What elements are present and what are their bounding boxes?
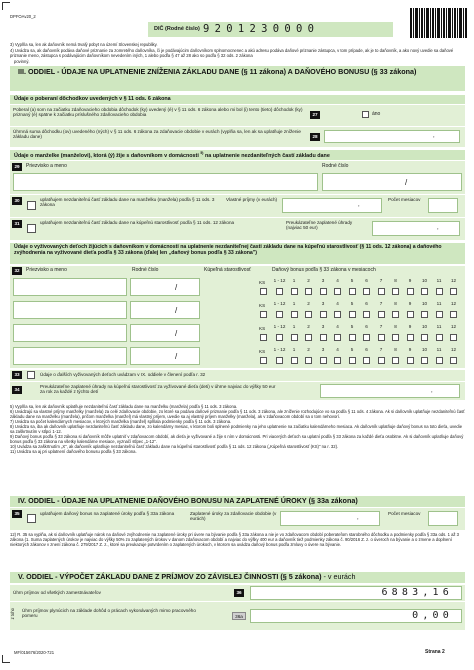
rc-slash: /	[175, 329, 178, 338]
row-36a-amount-field[interactable]	[250, 609, 462, 623]
month-checkbox[interactable]	[349, 334, 356, 341]
child-row	[10, 276, 465, 298]
month-checkbox[interactable]	[407, 311, 414, 318]
child-name-field[interactable]	[13, 301, 127, 319]
child-name-field[interactable]	[13, 324, 127, 342]
month-label: 9	[408, 324, 412, 329]
month-label: 6	[365, 324, 368, 329]
month-checkbox[interactable]	[450, 311, 457, 318]
row-29-name-label: Priezvisko a meno	[26, 163, 67, 169]
row-27	[10, 105, 465, 126]
month-label: 6	[365, 278, 368, 283]
row-31-text: uplatňujem nezdaniteľnú časť základu dane na kúpeľnú starostlivosť podľa § 11 ods. 12 zákona	[40, 220, 235, 225]
month-label: 4	[336, 301, 339, 306]
row-29-rc-label: Rodné číslo	[322, 163, 349, 169]
month-label: 10	[421, 347, 428, 352]
month-checkbox[interactable]	[320, 334, 327, 341]
month-label: 3	[321, 324, 325, 329]
spouse-months-field[interactable]	[428, 198, 458, 213]
month-checkbox[interactable]	[436, 311, 443, 318]
note-11: 11) Uvádza sa aj pri uplatnení daňového bonusu podľa § 33 zákona.	[10, 449, 137, 454]
month-label: 9	[408, 278, 412, 283]
month-label: 2	[307, 278, 310, 283]
month-label: 10	[421, 324, 428, 329]
month-checkbox[interactable]	[334, 334, 341, 341]
month-checkbox[interactable]	[334, 357, 341, 364]
month-checkbox[interactable]	[291, 334, 298, 341]
row-31-number: 31	[12, 220, 22, 228]
section-5-title-unit: - v eurách	[323, 572, 356, 581]
month-checkbox[interactable]	[320, 288, 327, 295]
month-checkbox[interactable]	[392, 334, 399, 341]
month-checkbox[interactable]	[378, 288, 385, 295]
month-checkbox[interactable]	[334, 288, 341, 295]
row-27-text: Poberal (a) som na začiatku zdaňovacieho obdobia dôchodok (ky) uvedený (é) v § 11 ods. 6 zákona alebo mi bol (i) tento (tieto) dôchodok (ky) priznaný (é) spätne k začiatku príslušného zdaňovacieho obdobia	[13, 107, 303, 118]
row-32-number: 32	[12, 267, 22, 275]
note-7: 7) Uvádza sa počet kalendárnych mesiacov, v ktorých manželka (manžel) spĺňala podmienky podľa § 11 ods. 3 zákona.	[10, 419, 232, 424]
footnotes	[10, 404, 465, 496]
row-36-text: Úhrn príjmov od všetkých zamestnávateľov	[13, 590, 101, 595]
month-label: 4	[336, 278, 339, 283]
month-label: 8	[394, 347, 397, 352]
row-34-number: 34	[12, 386, 22, 394]
row-35-number: 35	[12, 510, 22, 518]
month-checkbox[interactable]	[421, 288, 428, 295]
month-label: 6	[365, 301, 368, 306]
row-36	[10, 585, 465, 601]
row-35-count-label: Počet mesiacov	[388, 511, 421, 516]
col-spa-header: Kúpeľná starostlivosť	[204, 267, 251, 273]
month-label: 6	[365, 347, 368, 352]
month-checkbox[interactable]	[305, 334, 312, 341]
spouse-name-field[interactable]	[13, 173, 318, 191]
row-36-amount-field[interactable]	[250, 586, 462, 600]
month-checkbox[interactable]	[349, 357, 356, 364]
month-checkbox[interactable]	[363, 334, 370, 341]
month-label: 10	[421, 301, 428, 306]
month-checkbox[interactable]	[392, 311, 399, 318]
row-33	[10, 370, 465, 381]
month-checkbox[interactable]	[276, 357, 283, 364]
month-label: 8	[394, 324, 397, 329]
row-30	[10, 195, 465, 217]
row-36a	[10, 602, 465, 630]
month-label: 3	[321, 347, 325, 352]
month-checkbox[interactable]	[421, 311, 428, 318]
page-number: Strana 2	[425, 649, 445, 655]
child-rc-field[interactable]	[130, 301, 200, 319]
note-9: 9) Daňový bonus podľa § 33 zákona si daňovník môže uplatniť v zdaňovacom období, ak dieťa je vyživované a žije s ním v domácnosti. Pri viacerých deťoch sa uplatní podľa § 33 zákona za každé dieťa osobitne. Ak si daňovník uplatňuje daňový bonus podľa § 33 zákona na všetky kalendárne mesiace, vyznačí stĺpec „1-12".	[10, 434, 464, 444]
row-34-text: Preukázateľne zaplatené úhrady na kúpeľnú starostlivosť za vyživované dieťa (deti) v úhrne najviac do výšky 50 eur za rok za každé z týchto detí	[40, 384, 276, 395]
section-5-title	[10, 572, 465, 583]
month-label: 1	[292, 324, 296, 329]
month-label: 1	[292, 301, 296, 306]
month-checkbox[interactable]	[349, 311, 356, 318]
spouse-header-text: Údaje o manželke (manželovi), ktorá (ý) žije s daňovníkom v domácnosti	[14, 152, 199, 159]
month-label: 1 - 12	[273, 347, 286, 352]
row-28-amount-field[interactable]: ,	[324, 130, 460, 143]
month-label: 4	[336, 324, 339, 329]
month-label: 11	[436, 347, 442, 352]
row-31-paid-label: Preukázateľne zaplatené úhrady (najviac 50 eur)	[286, 220, 353, 231]
rc-slash: /	[175, 352, 178, 361]
children-table	[10, 266, 465, 368]
corner-mark	[2, 655, 10, 663]
note-12: 12) R. 35 sa vyplňa, ak si daňovník uplatňuje nárok na daňové zvýhodnenie na zaplatené úroky pri úvere na bývanie podľa § 33a zákona a nie je vo zdaňovacom období poberateľom starobného dôchodku a podmienky podľa § 33a ods. 1 až 3 zákona (1. Suma zaplatených úrokov je najviac do výšky 50% zo zaplatených úrokov v danom zdaňovacom období a najviac do výšky 400 eur a daňovník tiež podmienky zákona č. 90/2016 Z. z. o úveroch na bývanie a o zmene a doplnení niektorých zákonov v znení zákona č. 279/2017 Z. z., ktoré sa preukazuje potvrdením o zaplatených úrokoch, v ktorom sa uvádza daňový bonus podľa zmluvy o úvere na bývanie.	[10, 532, 460, 547]
row-30-count-label: Počet mesiacov	[388, 197, 421, 202]
row-33-number: 33	[12, 371, 22, 379]
month-checkbox[interactable]	[334, 311, 341, 318]
child-row	[10, 322, 465, 344]
child-row	[10, 345, 465, 367]
ks-checkbox[interactable]	[260, 357, 267, 364]
row-30-text: uplatňujem nezdaniteľnú časť základu dane na manželku (manžela) podľa § 11 ods. 3 zákona	[40, 197, 215, 208]
month-checkbox[interactable]	[378, 334, 385, 341]
ks-checkbox[interactable]	[260, 311, 267, 318]
note-3: 3) Vyplňa sa, len ak daňovník nemá trvalý pobyt na území Slovenskej republiky.	[10, 42, 158, 47]
row-31-checkbox[interactable]	[27, 224, 36, 233]
row-29	[10, 161, 465, 194]
interest-field[interactable]: ,	[280, 511, 380, 526]
note-8: 8) Uvádza sa, iba ak daňovník uplatňuje nezdaniteľnú časť základu dane, zo kalendárny mesiac, v ktorom boli splnené podmienky na jeho uplatnenie na začiatku kalendárneho mesiaca. Ak daňovník uplatňuje daňový bonus na toto dieťa, uvedie sa zaškrtnutím v stĺpci 1-12.	[10, 424, 463, 434]
month-checkbox[interactable]	[450, 357, 457, 364]
child-row	[10, 299, 465, 321]
month-checkbox[interactable]	[305, 311, 312, 318]
month-checkbox[interactable]	[436, 288, 443, 295]
ks-checkbox[interactable]	[260, 288, 267, 295]
interest-months-field[interactable]	[428, 511, 458, 526]
month-checkbox[interactable]	[450, 334, 457, 341]
month-label: 1 - 12	[273, 278, 286, 283]
row-36-amount-value: 6883,16	[381, 587, 453, 598]
month-checkbox[interactable]	[392, 357, 399, 364]
children-spa-field[interactable]: ,	[320, 384, 460, 398]
row-36-number: 36	[234, 589, 244, 597]
section-5-title-text: V. ODDIEL - VÝPOČET ZÁKLADU DANE Z PRÍJMOV ZO ZÁVISLEJ ČINNOSTI (§ 5 zákona)	[18, 572, 322, 581]
rc-slash: /	[175, 306, 178, 315]
month-checkbox[interactable]	[363, 288, 370, 295]
spouse-income-field[interactable]: ,	[282, 198, 382, 213]
month-label: 9	[408, 301, 412, 306]
col-rc-header: Rodné číslo	[132, 267, 159, 273]
month-label: 8	[394, 301, 397, 306]
month-label: 11	[436, 278, 442, 283]
child-rc-field[interactable]	[130, 347, 200, 365]
month-checkbox[interactable]	[450, 288, 457, 295]
month-checkbox[interactable]	[407, 357, 414, 364]
month-label: 9	[408, 347, 412, 352]
month-checkbox[interactable]	[436, 357, 443, 364]
dic-value: 9201230000	[203, 23, 320, 35]
row-30-checkbox[interactable]	[27, 201, 36, 210]
note-10: 10) Uvádza sa zaškrtnutím „X", ak daňovník uplatňuje nezdaniteľnú časť základu dane na kúpeľnú starostlivosť podľa § 11 ods. 12 zákona („Kúpeľná starostlivosť (KS)" na r. 32).	[10, 444, 339, 449]
month-label: 11	[436, 324, 442, 329]
month-label: 1 - 12	[273, 301, 286, 306]
month-checkbox[interactable]	[291, 311, 298, 318]
month-label: 2	[307, 347, 310, 352]
month-checkbox[interactable]	[276, 311, 283, 318]
month-label: 3	[321, 301, 325, 306]
month-checkbox[interactable]	[320, 357, 327, 364]
row-35-interest-label: Zaplatené úroky za zdaňovacie obdobie (v eurách)	[190, 511, 277, 522]
row-35-checkbox[interactable]	[27, 514, 36, 523]
section-4-title: IV. ODDIEL - ÚDAJE NA UPLATNENIE DAŇOVÉHO BONUSU NA ZAPLATENÉ ÚROKY (§ 33a zákona)	[10, 496, 465, 507]
row-30-number: 30	[12, 197, 22, 205]
spouse-header-text-b: na uplatnenie nezdaniteľných častí základu dane	[204, 152, 330, 159]
note-6: 6) Uvádzajú sa vlastné príjmy manželky (manžela) za celé zdaňovacie obdobie, zo ktoré sa podáva daňové priznanie podľa § 11 ods. 3 zákona, ale zníženie rozhodujúce vo sa podľa § 11 ods. 4 zákona. Ak si daňovník uplatňuje nezdaniteľnú časť základu dane na manželku (manžela), pričom manželka (manžel) má vlastný príjem, uvedie sa aj vlastný príjem manželky (manžela), ak v zdaňovacom období sa o tom nehovorí.	[10, 409, 465, 419]
row-27-checkbox[interactable]	[362, 111, 369, 118]
month-label: 7	[379, 324, 383, 329]
row-35	[10, 508, 465, 530]
barcode	[410, 8, 468, 38]
month-label: 3	[321, 278, 325, 283]
month-label: 7	[379, 278, 383, 283]
month-label: 5	[350, 324, 354, 329]
rc-slash: /	[175, 283, 178, 292]
month-checkbox[interactable]	[378, 357, 385, 364]
section-3-title: III. ODDIEL - ÚDAJE NA UPLATNENIE ZNÍŽENIA ZÁKLADU DANE (§ 11 zákona) A DAŇOVÉHO BONUSU (§ 33 zákona)	[10, 66, 465, 91]
spouse-spa-field[interactable]: ,	[372, 221, 460, 236]
corner-mark	[2, 2, 10, 10]
note-4: 4) Uvádza sa, ak daňovník podáva daňové priznanie za zomretého daňovníka, či je podávajúcim daňovníkom splnomocnenec a akú adresu podáva daňové priznanie zástupca, v tom prípade, ak je to daňovník, a ako nový uvedie sa daňové priznanie meno, zástupca s podávajúcim daňovníkom nevedením iných, 1 alebo podľa § 47 až 28 ako so podľa § 32 ods. 2 zákona	[10, 48, 454, 58]
month-label: 5	[350, 301, 354, 306]
month-checkbox[interactable]	[363, 357, 370, 364]
month-label: 12	[450, 301, 457, 306]
spouse-header: Údaje o manželke (manželovi), ktorá (ý) žije s daňovníkom v domácnosti $^{5)}$ na uplatnenie nezdaniteľných častí základu dane	[10, 150, 465, 160]
child-name-field[interactable]	[13, 347, 127, 365]
month-label: 2	[307, 324, 310, 329]
month-label: 12	[450, 278, 457, 283]
col-bonus-header: Daňový bonus podľa § 33 zákona v mesiacoch	[272, 267, 376, 273]
row-33-text: Údaje o ďalších vyživovaných deťoch uvádzam v IX. oddiele v členení podľa r. 32	[40, 372, 206, 377]
month-checkbox[interactable]	[392, 288, 399, 295]
row-31	[10, 218, 465, 240]
month-checkbox[interactable]	[436, 334, 443, 341]
month-checkbox[interactable]	[291, 288, 298, 295]
row-27-number: 27	[310, 111, 320, 119]
note-4b: povinný.	[14, 59, 30, 64]
row-36a-number: 36a	[232, 612, 246, 620]
row-33-checkbox[interactable]	[27, 371, 35, 379]
ks-label: KS	[259, 326, 266, 331]
month-label: 4	[336, 347, 339, 352]
month-checkbox[interactable]	[378, 311, 385, 318]
month-checkbox[interactable]	[305, 288, 312, 295]
footer-code: MF/015676/2020-721	[14, 650, 55, 655]
row-30-own-label: Vlastné príjmy (v eurách)	[226, 197, 278, 202]
ks-label: KS	[259, 349, 266, 354]
row-34	[10, 382, 465, 400]
ks-label: KS	[259, 280, 266, 285]
month-checkbox[interactable]	[407, 334, 414, 341]
child-rc-field[interactable]	[130, 278, 200, 296]
row-28-number: 28	[310, 133, 320, 141]
spouse-rc-field[interactable]: /	[322, 173, 462, 191]
pension-header: Údaje o poberaní dôchodkov uvedených v § 11 ods. 6 zákona	[10, 95, 465, 104]
month-checkbox[interactable]	[320, 311, 327, 318]
child-rc-field[interactable]	[130, 324, 200, 342]
month-checkbox[interactable]	[349, 288, 356, 295]
month-label: 10	[421, 278, 428, 283]
dic-label: DIČ (Rodné číslo)	[154, 26, 200, 32]
month-label: 5	[350, 278, 354, 283]
month-label: 12	[450, 324, 457, 329]
row-35-text: uplatňujem daňový bonus na zaplatené úroky podľa § 33a zákona	[40, 511, 175, 516]
month-label: 1 - 12	[273, 324, 286, 329]
month-label: 1	[292, 278, 296, 283]
month-checkbox[interactable]	[421, 357, 428, 364]
child-name-field[interactable]	[13, 278, 127, 296]
month-checkbox[interactable]	[421, 334, 428, 341]
row-28-text: Úhrnná suma dôchodku (ov) uvedeného (ných) v § 11 ods. 6 zákona za zdaňovacie obdobie v eurách (vyplňa sa, len ak sa uplatňuje zníženie základu dane)	[13, 129, 301, 140]
children-header: Údaje o vyživovaných deťoch žijúcich s daňovníkom v domácnosti na uplatnenie nezdaniteľnej časti základu dane na kúpeľnú starostlivosť (§ 11 ods. 12 zákona) a daňového zvýhodnenia na vyživované dieťa podľa § 33 zákona (ďalej len „daňový bonus podľa § 33 zákona")	[10, 243, 465, 264]
month-label: 7	[379, 301, 383, 306]
row-29-number: 29	[12, 163, 22, 171]
note-5: 5) Vyplňa sa, len ak daňovník uplatňuje nezdaniteľnú časť základu dane na manželku (manžela) podľa § 11 ods. 3 zákona.	[10, 404, 238, 409]
month-checkbox[interactable]	[363, 311, 370, 318]
month-checkbox[interactable]	[276, 334, 283, 341]
dic-field[interactable]	[148, 22, 393, 37]
col-name-header: Priezvisko a meno	[26, 267, 67, 273]
row-36a-z-toho: z toho	[10, 608, 15, 620]
ks-checkbox[interactable]	[260, 334, 267, 341]
month-label: 8	[394, 278, 397, 283]
row-36a-amount-value: 0,00	[412, 610, 453, 621]
form-code: DPFOAv20_2	[10, 14, 36, 19]
month-label: 2	[307, 301, 310, 306]
ks-label: KS	[259, 303, 266, 308]
month-checkbox[interactable]	[305, 357, 312, 364]
month-label: 7	[379, 347, 383, 352]
row-36a-text: Úhrn príjmov plynúcich na základe dohôd o prácach vykonávaných mimo pracovného pomeru	[22, 608, 196, 619]
month-label: 11	[436, 301, 442, 306]
month-checkbox[interactable]	[276, 288, 283, 295]
month-label: 1	[292, 347, 296, 352]
month-label: 12	[450, 347, 457, 352]
row-28	[10, 127, 465, 147]
month-label: 5	[350, 347, 354, 352]
month-checkbox[interactable]	[407, 288, 414, 295]
month-checkbox[interactable]	[291, 357, 298, 364]
row-27-ano: áno	[372, 111, 381, 117]
